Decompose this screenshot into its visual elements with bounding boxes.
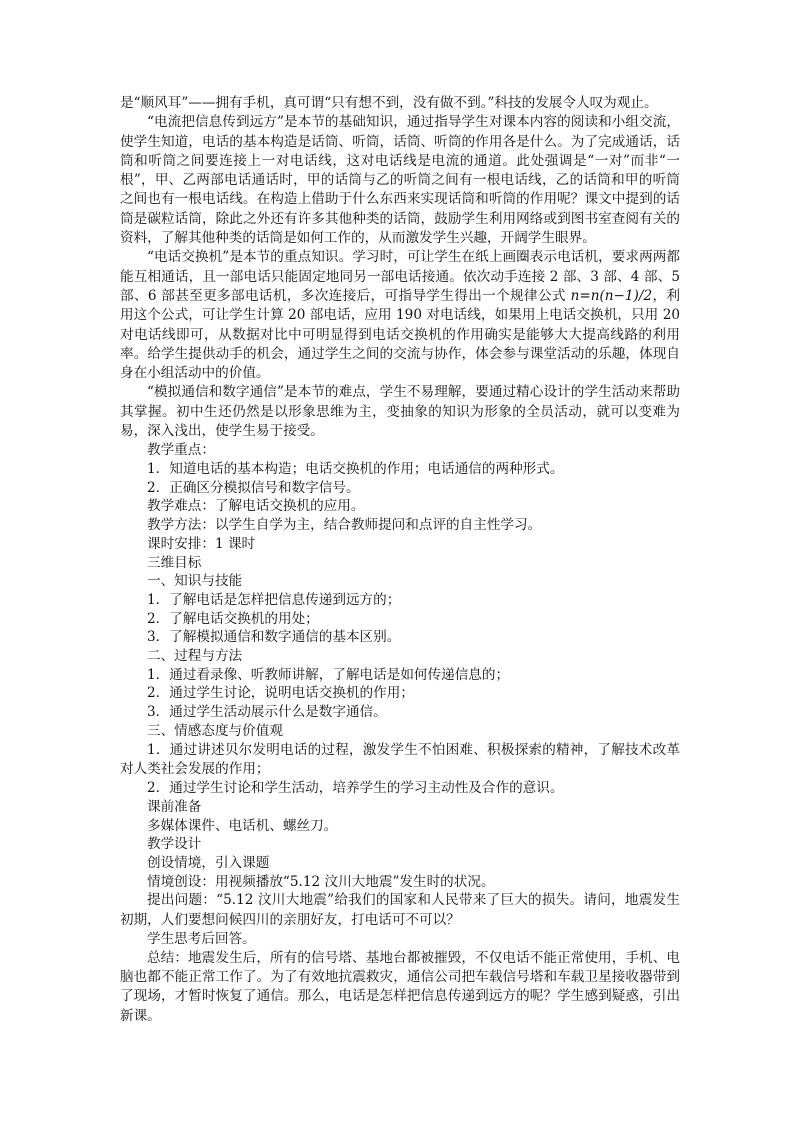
paragraph-analog-digital: “模拟通信和数字通信”是本节的难点，学生不易理解，要通过精心设计的学生活动来帮助其掌握。初中生还仍然是以形象思维为主，变抽象的知识为形象的全员活动，就可以变难为易，深入浅出，使学生易于接受。 <box>120 384 680 440</box>
heading-preparation: 课前准备 <box>147 798 202 815</box>
heading-knowledge-skills: 一、知识与技能 <box>147 573 243 590</box>
knowledge-item-3: 3．了解模拟通信和数字通信的基本区别。 <box>147 629 401 646</box>
schedule-line: 课时安排：1 课时 <box>147 535 256 552</box>
heading-attitude-values: 三、情感态度与价值观 <box>147 722 283 739</box>
heading-objectives: 三维目标 <box>147 554 202 571</box>
process-item-2: 2．通过学生讨论，说明电话交换机的作用； <box>147 685 414 702</box>
summary-paragraph: 总结：地震发生后，所有的信号塔、基地台都被摧毁，不仅电话不能正常使用，手机、电脑也都不能正常工作了。为了有效地抗震救灾，通信公司把车载信号塔和车载卫星接收器带到了现场，才暂时恢复了通信。那么，电话是怎样把信息传递到远方的呢？学生感到疑惑，引出新课。 <box>120 949 680 1024</box>
difficulty-line: 教学难点：了解电话交换机的应用。 <box>147 498 365 515</box>
question-paragraph: 提出问题：“5.12 汶川大地震”给我们的国家和人民带来了巨大的损失。请问，地震发生初期，人们要想问候四川的亲朋好友，打电话可不可以？ <box>120 892 680 928</box>
preparation-items: 多媒体课件、电话机、螺丝刀。 <box>147 817 338 834</box>
document-page <box>120 94 680 1026</box>
knowledge-item-2: 2．了解电话交换机的用处； <box>147 610 319 627</box>
heading-process-method: 二、过程与方法 <box>147 648 243 665</box>
process-item-1: 1．通过看录像、听教师讲解，了解电话是如何传递信息的； <box>147 666 510 683</box>
switchboard-text-a: “电话交换机”是本节的重点知识。学习时，可让学生在纸上画圈表示电话机，要求两两都能互相通话，且一部电话只能固定地同另一部电话接通。依次动手连接 2 部、3 部、4 部、5 部、6 部甚至更多部电话机，多次连接后，可指导学生得出一个规律公式 <box>120 249 680 304</box>
knowledge-item-1: 1．了解电话是怎样把信息传递到远方的； <box>147 591 401 608</box>
answer-line: 学生思考后回答。 <box>147 931 256 947</box>
key-point-2: 2．正确区分模拟信号和数字信号。 <box>147 479 360 496</box>
switchboard-text-b: ，利用这个公式，可让学生计算 20 部电话，应用 190 对电话线，如果用上电话交换机，只用 20 对电话线即可，从数据对比中可明显得到电话交换机的作用确实是能够大大提高线路的利用率。给学生提供动手的机会，通过学生之间的交流与协作，体会参与课堂活动的乐趣，体现自身在小组活动中的价值。 <box>120 287 680 382</box>
attitude-item-2: 2．通过学生讨论和学生活动，培养学生的学习主动性及合作的意识。 <box>147 780 564 797</box>
scenario-line: 情境创设：用视频播放“5.12 汶川大地震”发生时的状况。 <box>147 873 495 890</box>
method-line: 教学方法：以学生自学为主，结合教师提问和点评的自主性学习。 <box>147 517 542 534</box>
attitude-item-1: 1．通过讲述贝尔发明电话的过程，激发学生不怕困难、积极探索的精神，了解技术改革对人类社会发展的作用； <box>120 741 680 777</box>
heading-scenario: 创设情境，引入课题 <box>147 855 270 871</box>
key-point-1: 1．知道电话的基本构造；电话交换机的作用；电话通信的两种形式。 <box>147 461 564 478</box>
process-item-3: 3．通过学生活动展示什么是数字通信。 <box>147 704 387 721</box>
paragraph-telephone-structure: “电流把信息传到远方”是本节的基础知识，通过指导学生对课本内容的阅读和小组交流，使学生知道，电话的基本构造是话筒、听筒，话筒、听筒的作用各是什么。为了完成通话，话筒和听筒之间要连接上一对电话线，这对电话线是电流的通道。此处强调是“一对”而非“一根”，甲、乙两部电话通话时，甲的话筒与乙的听筒之间有一根电话线，乙的话筒和甲的听筒之间也有一根电话线。在构造上借助于什么东西来实现话筒和听筒的作用呢？课文中提到的话筒是碳粒话筒，除此之外还有许多其他种类的话筒，鼓励学生利用网络或到图书室查阅有关的资料，了解其他种类的话筒是如何工作的，从而激发学生兴趣，开阔学生眼界。 <box>120 114 680 247</box>
heading-design: 教学设计 <box>147 836 202 853</box>
paragraph-intro-end: 是“顺风耳”——拥有手机，真可谓“只有想不到，没有做不到。”科技的发展令人叹为观止。 <box>120 95 658 111</box>
paragraph-switchboard <box>120 248 680 383</box>
heading-key-points: 教学重点： <box>147 442 215 459</box>
formula: n=n(n−1)/2 <box>570 287 653 304</box>
